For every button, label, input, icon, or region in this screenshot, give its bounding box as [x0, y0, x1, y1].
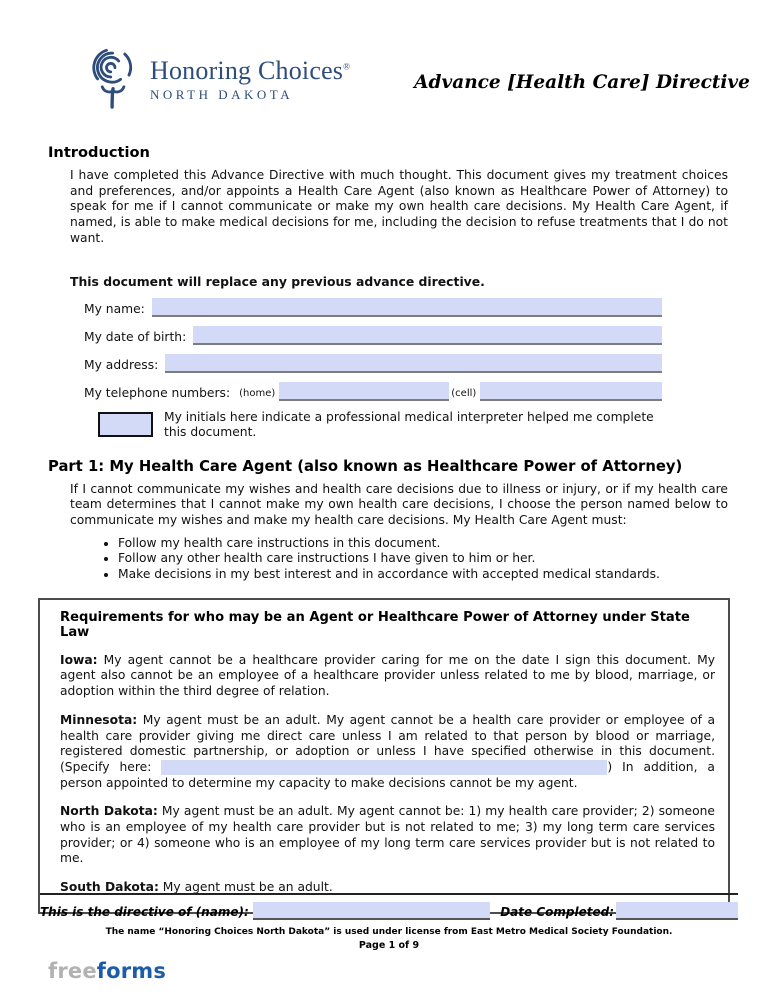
phone-label: My telephone numbers: [84, 385, 231, 400]
state-requirements-box [38, 598, 730, 914]
minnesota-text: My agent must be an adult. My agent cannot be a health care provider or employee of a health care provider giving me direct care unless I am related to that person by blood or marriage, registered domestic partnership, or adoption or unless I have specified otherwise in this document. (Specify here: [60, 712, 715, 774]
identity-fields [84, 294, 662, 401]
dob-label: My date of birth: [84, 329, 187, 344]
minnesota-label: Minnesota: [60, 712, 138, 727]
date-completed-input[interactable] [616, 902, 738, 920]
license-note: The name “Honoring Choices North Dakota” is used under license from East Metro Medical Society Foundation. [105, 927, 673, 937]
directive-signature-row [40, 902, 738, 920]
document-title: Advance [Health Care] Directive [414, 72, 750, 93]
state-requirements-heading: Requirements for who may be an Agent or Healthcare Power of Attorney under State Law [60, 609, 690, 640]
iowa-label: Iowa: [60, 652, 98, 667]
directive-name-input[interactable] [253, 902, 490, 920]
address-row [84, 350, 662, 373]
home-phone-input[interactable] [279, 382, 449, 401]
dob-input[interactable] [193, 326, 662, 345]
minnesota-close-paren: ) [607, 759, 613, 774]
address-label: My address: [84, 357, 159, 372]
phone-row [84, 378, 662, 401]
page-number: Page 1 of 9 [358, 940, 420, 951]
introduction-paragraph: I have completed this Advance Directive with much thought. This document gives my treatment choices and preferences, and/or appoints a Health Care Agent (also known as Healthcare Power of Attorney) to speak for me if I cannot communicate or make my own health care decisions. My Health Care Agent, if named, is able to make medical decisions for me, including the decision to refuse treatments that I do not want. [70, 168, 728, 245]
brand-logo [84, 44, 350, 114]
interpreter-initials-row [98, 410, 728, 441]
specify-here-input[interactable] [161, 760, 607, 775]
cell-phone-input[interactable] [480, 382, 662, 401]
date-completed-label: Date Completed: [500, 905, 614, 919]
minnesota-requirement [60, 713, 715, 792]
name-label: My name: [84, 301, 145, 316]
agent-duty-item: • Follow my health care instructions in this document. [118, 536, 728, 552]
replace-directive-note: This document will replace any previous advance directive. [70, 273, 485, 289]
minnesota-addition-text: In addition, a person appointed to determine my capacity to make decisions cannot be my agent. [60, 759, 715, 790]
brand-region: NORTH DAKOTA [150, 87, 294, 102]
initials-input[interactable] [98, 412, 153, 437]
agent-duty-item: • Follow any other health care instructions I have given to him or her. [118, 551, 728, 567]
iowa-text: My agent cannot be a healthcare provider caring for me on the date I sign this document. My agent also cannot be an employee of a healthcare provider unless related to me by blood, marriage, or adoption within the third degree of relation. [60, 652, 715, 699]
dob-row [84, 322, 662, 345]
cell-phone-label: (cell) [451, 387, 477, 399]
south-dakota-text: My agent must be an adult. [162, 880, 333, 895]
directive-of-label: This is the directive of (name): [40, 905, 249, 919]
home-phone-label: (home) [239, 387, 276, 399]
freeforms-free-text: free [48, 959, 97, 983]
freeforms-forms-text: forms [96, 959, 167, 983]
registered-mark: ® [343, 61, 351, 72]
north-dakota-label: North Dakota: [60, 804, 158, 819]
interpreter-note: My initials here indicate a professional medical interpreter helped me complete this document. [164, 409, 654, 440]
iowa-requirement [60, 653, 715, 700]
north-dakota-requirement [60, 804, 715, 867]
agent-duty-item: • Make decisions in my best interest and in accordance with accepted medical standards. [118, 567, 728, 583]
north-dakota-text: My agent must be an adult. My agent cannot be: 1) my health care provider; 2) someone who is an employee of my health care provider but is not related to me; 3) my long term care services provider; or 4) someone who is an employee of my long term care services provider but is not related to me. [60, 804, 715, 866]
footer-divider [40, 893, 738, 895]
address-input[interactable] [165, 354, 662, 373]
tree-fingerprint-icon [84, 44, 144, 114]
page-footer [40, 893, 738, 983]
introduction-heading: Introduction [48, 144, 150, 161]
brand-text [150, 56, 350, 103]
name-input[interactable] [152, 298, 662, 317]
south-dakota-label: South Dakota: [60, 880, 159, 895]
name-row [84, 294, 662, 317]
freeforms-logo [48, 959, 738, 983]
page-header [0, 0, 768, 114]
part1-paragraph: If I cannot communicate my wishes and health care decisions due to illness or injury, or if my health care team determines that I cannot make my own health care decisions, I choose the person named below to communicate my wishes and make my health care decisions. My Health Care Agent must: [70, 481, 728, 527]
brand-name: Honoring Choices® [150, 56, 351, 85]
part1-heading: Part 1: My Health Care Agent (also known as Healthcare Power of Attorney) [48, 457, 683, 475]
agent-duties-list [118, 536, 728, 583]
page-content [0, 144, 768, 914]
